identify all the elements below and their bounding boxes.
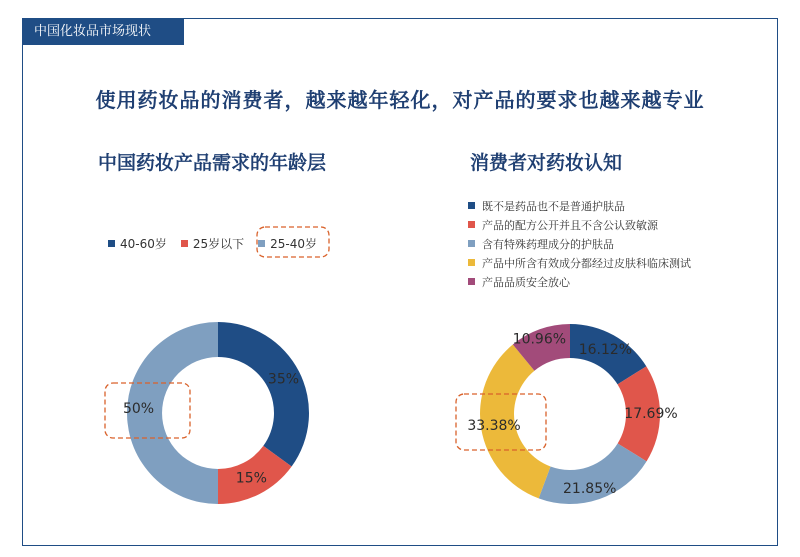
perception-slice-label: 16.12% <box>578 342 633 359</box>
age-slice-label: 50% <box>122 401 155 417</box>
age-slice-label: 35% <box>267 371 300 388</box>
age-legend-label: 40-60岁 <box>120 236 167 251</box>
perception-legend-label: 既不是药品也不是普通护肤品 <box>482 199 625 213</box>
perception-chart-title: 消费者对药妆认知 <box>470 152 623 174</box>
section-tag: 中国化妆品市场现状 <box>22 18 184 45</box>
perception-slice-label: 10.96% <box>512 331 567 348</box>
age-legend-label: 25-40岁 <box>270 236 318 251</box>
perception-slice-label: 33.38% <box>467 418 521 435</box>
headline: 使用药妆品的消费者，越来越年轻化，对产品的要求也越来越专业 <box>95 88 705 112</box>
age-slice-label: 15% <box>235 470 267 487</box>
age-legend-label: 25岁以下 <box>192 236 245 251</box>
perception-legend-label: 产品中所含有效成分都经过皮肤科临床测试 <box>482 256 691 270</box>
perception-slice-label: 21.85% <box>563 481 617 498</box>
perception-legend-label: 含有特殊药理成分的护肤品 <box>482 237 614 251</box>
age-legend-highlight-box <box>257 227 329 257</box>
perception-slice-label: 17.69% <box>624 405 678 422</box>
age-chart-title: 中国药妆产品需求的年龄层 <box>98 152 327 174</box>
age-slice <box>218 322 309 466</box>
perception-legend-label: 产品品质安全放心 <box>482 275 570 289</box>
perception-legend-label: 产品的配方公开并且不含公认致敏源 <box>482 218 658 232</box>
